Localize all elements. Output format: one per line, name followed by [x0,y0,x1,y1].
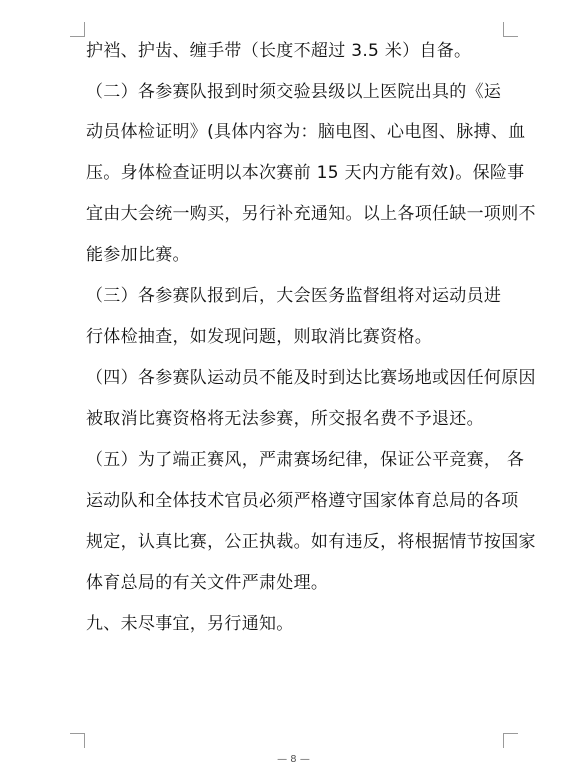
text-line-8: 行体检抽查，如发现问题，则取消比赛资格。 [86,327,432,347]
text-line-2: （二）各参赛队报到时须交验县级以上医院出具的《运 [86,82,502,102]
text-line-6: 能参加比赛。 [86,245,190,265]
text-line-7: （三）各参赛队报到后，大会医务监督组将对运动员进 [86,286,502,306]
text-line-13: 规定，认真比赛，公正执裁。如有违反，将根据情节按国家 [86,532,536,552]
text-line-15: 九、未尽事宜，另行通知。 [86,614,294,634]
text-line-3: 动员体检证明》(具体内容为：脑电图、心电图、脉搏、血 [86,122,526,142]
text-line-1: 护裆、护齿、缠手带（长度不超过 3.5 米）自备。 [86,41,472,61]
crop-mark-top-left [70,22,85,37]
crop-mark-top-right [503,22,518,37]
text-line-9: （四）各参赛队运动员不能及时到达比赛场地或因任何原因 [86,368,536,388]
text-line-11: （五）为了端正赛风，严肃赛场纪律，保证公平竞赛， 各 [86,450,525,470]
text-line-4: 压。身体检查证明以本次赛前 15 天内方能有效)。保险事 [86,163,525,183]
text-line-5: 宜由大会统一购买，另行补充通知。以上各项任缺一项则不 [86,204,536,224]
crop-mark-bottom-right [503,733,518,748]
text-line-10: 被取消比赛资格将无法参赛，所交报名费不予退还。 [86,409,484,429]
text-line-14: 体育总局的有关文件严肃处理。 [86,573,329,593]
crop-mark-bottom-left [70,733,85,748]
text-line-12: 运动队和全体技术官员必须严格遵守国家体育总局的各项 [86,491,519,511]
page-number: — 8 — [277,754,310,765]
